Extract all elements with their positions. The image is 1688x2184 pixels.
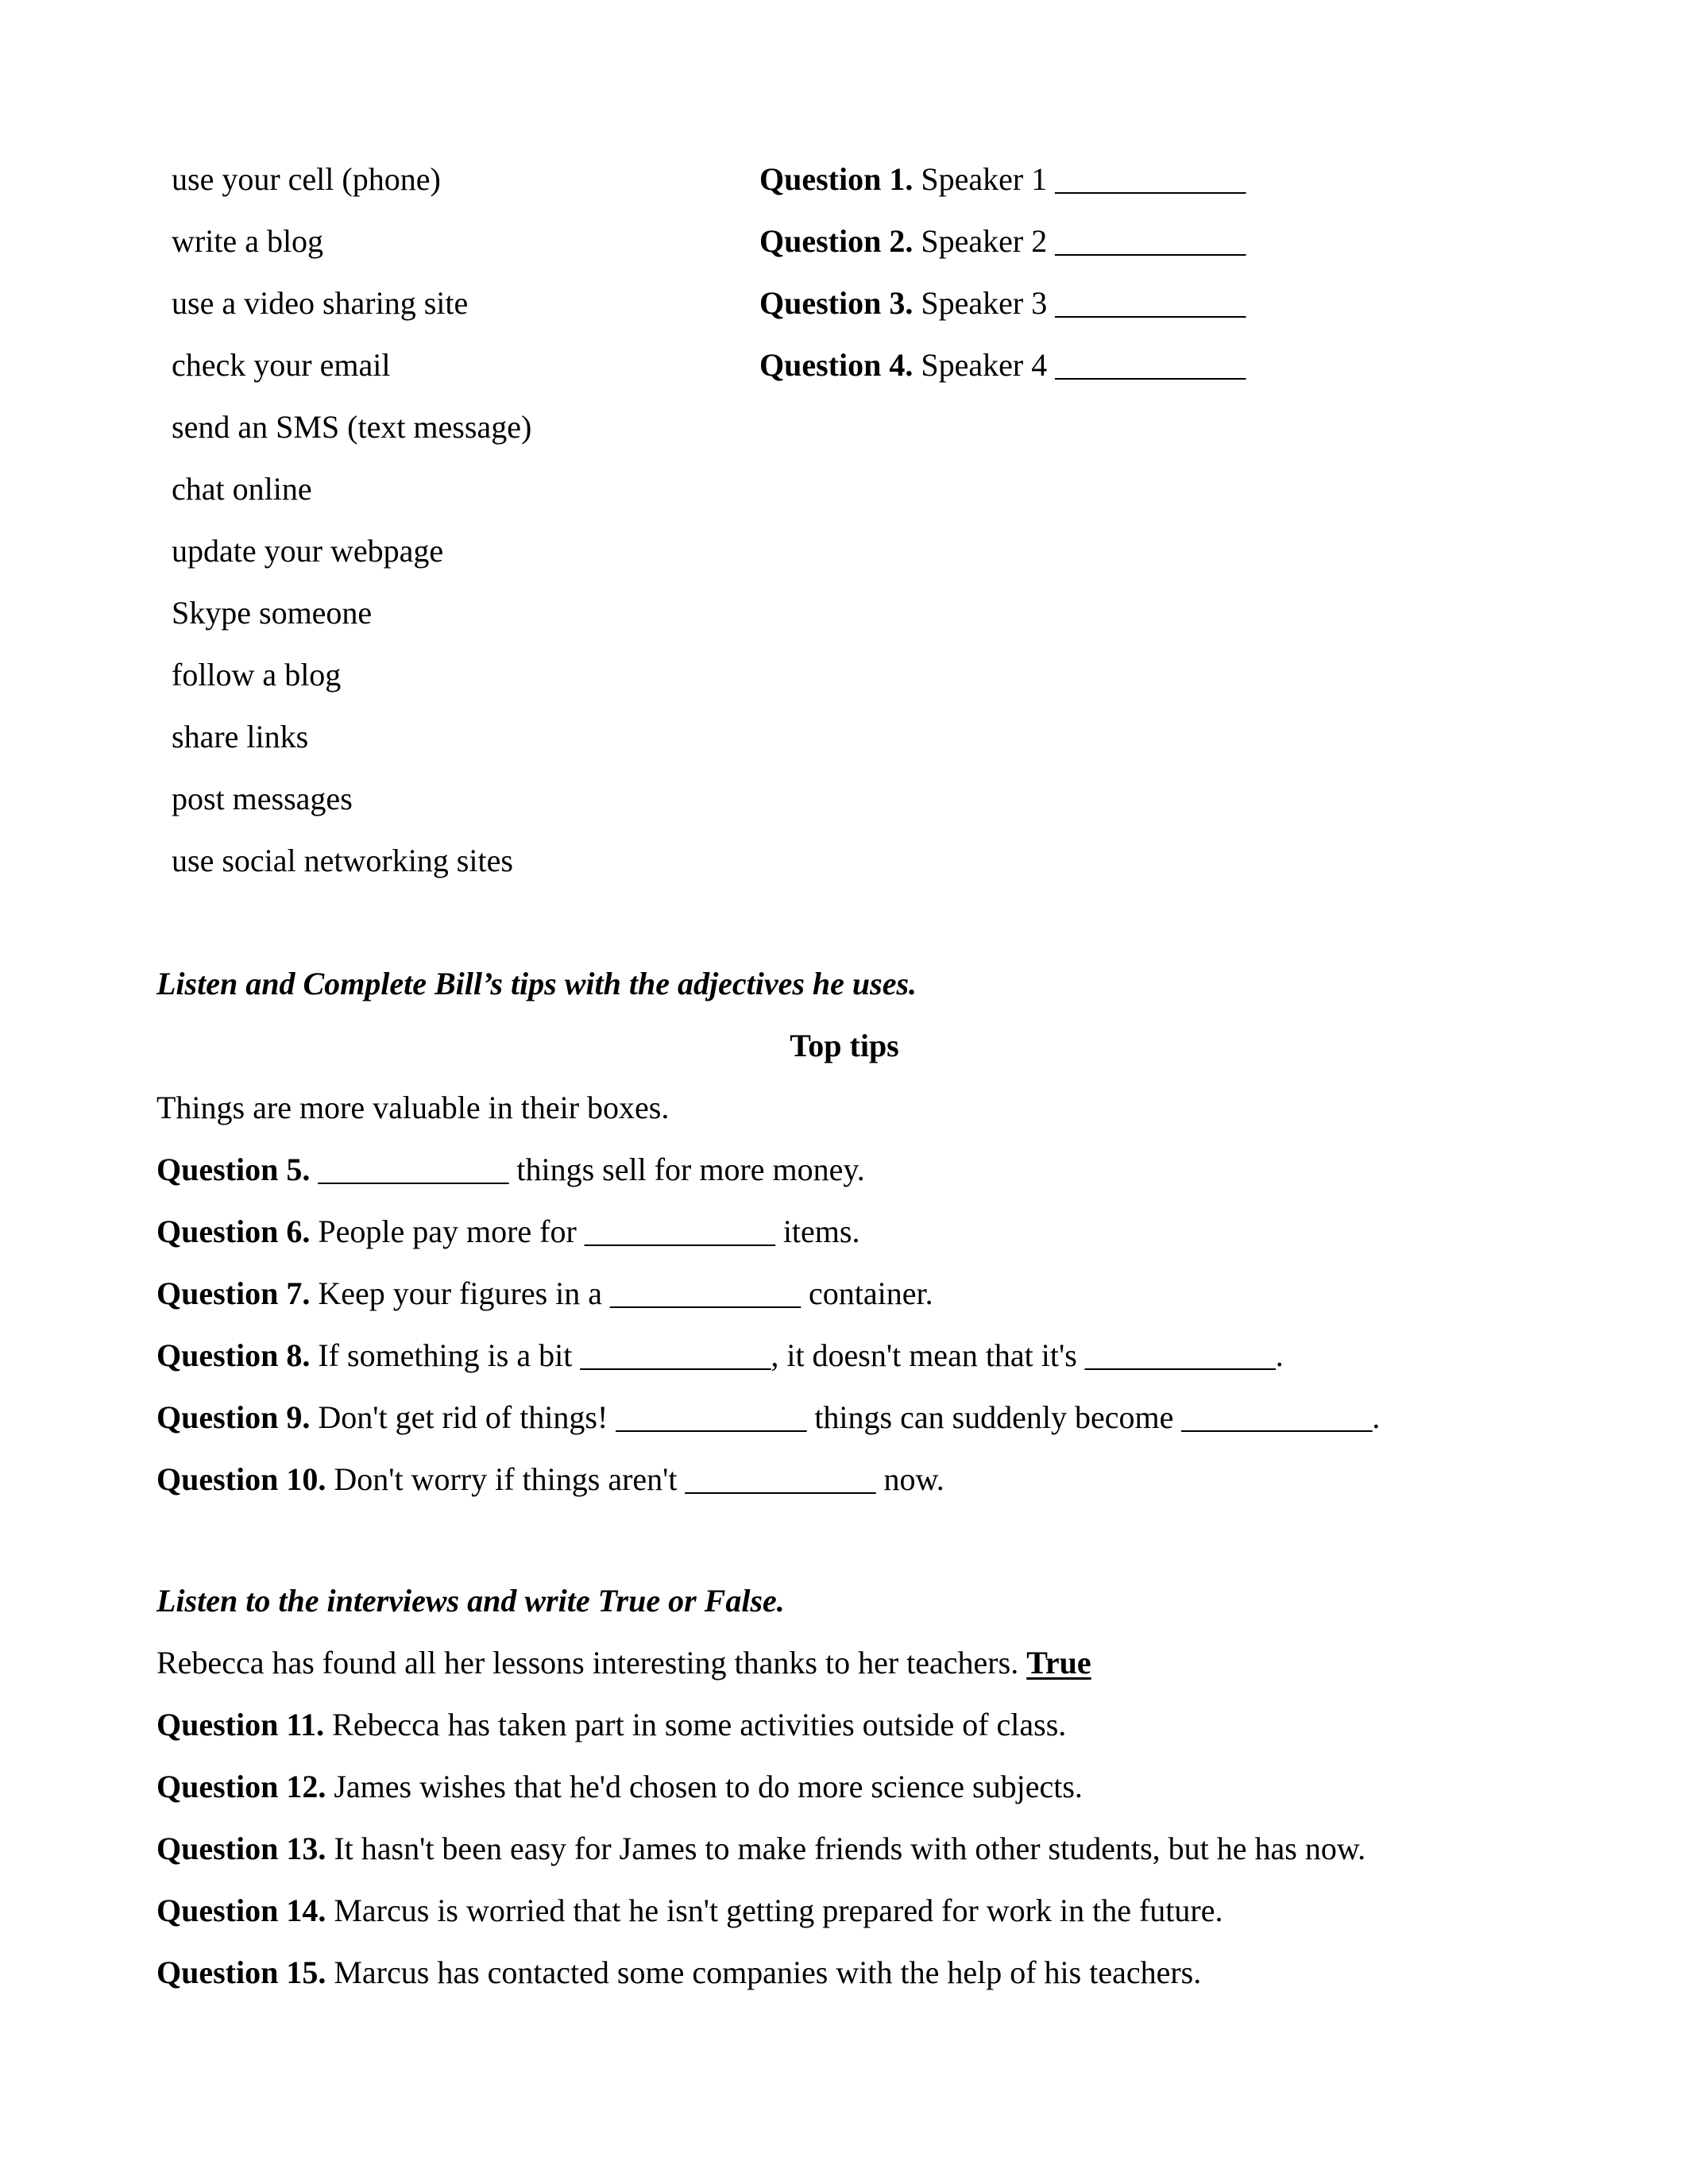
- question-8: [156, 1325, 1532, 1387]
- question-11: [156, 1694, 1532, 1756]
- question-text: now.: [875, 1461, 944, 1497]
- question-text: People pay more for: [318, 1214, 585, 1249]
- answer-blank[interactable]: ____________: [580, 1337, 771, 1373]
- question-4: [759, 334, 1246, 396]
- section-instruction: Listen and Complete Bill’s tips with the adjectives he uses.: [156, 966, 917, 1001]
- question-text: Marcus has contacted some companies with the help of his teachers.: [334, 1954, 1202, 1990]
- question-text: Rebecca has taken part in some activities outside of class.: [332, 1707, 1067, 1742]
- question-text: It hasn't been easy for James to make friends with other students, but he has now.: [334, 1831, 1366, 1866]
- question-text: Don't get rid of things!: [318, 1399, 616, 1435]
- vocabulary-item: write a blog: [172, 223, 324, 259]
- question-text: Speaker 1: [921, 161, 1048, 197]
- question-text: If something is a bit: [318, 1337, 581, 1373]
- example-text: Rebecca has found all her lessons interesting thanks to her teachers.: [156, 1645, 1019, 1680]
- question-text: container.: [801, 1275, 933, 1311]
- answer-blank[interactable]: ____________: [1055, 161, 1246, 197]
- question-label: Question 9.: [156, 1399, 311, 1435]
- question-5: [156, 1139, 1532, 1201]
- question-label: Question 3.: [759, 285, 914, 321]
- question-text: things can suddenly become: [806, 1399, 1182, 1435]
- question-2: [759, 210, 1246, 272]
- answer-blank[interactable]: ____________: [616, 1399, 807, 1435]
- vocabulary-item: chat online: [172, 471, 312, 507]
- vocabulary-item: follow a blog: [172, 657, 342, 693]
- question-label: Question 1.: [759, 161, 914, 197]
- answer-blank[interactable]: ____________: [1055, 347, 1246, 383]
- example-sentence: Things are more valuable in their boxes.: [156, 1090, 670, 1125]
- question-text: Speaker 4: [921, 347, 1048, 383]
- speaker-questions: [759, 149, 1246, 396]
- question-text: James wishes that he'd chosen to do more science subjects.: [334, 1769, 1083, 1804]
- section-instruction: Listen to the interviews and write True or False.: [156, 1583, 785, 1619]
- question-13: [156, 1818, 1532, 1880]
- question-label: Question 5.: [156, 1152, 311, 1187]
- vocabulary-item: use social networking sites: [172, 843, 513, 878]
- example-answer: True: [1026, 1645, 1091, 1680]
- question-label: Question 4.: [759, 347, 914, 383]
- question-label: Question 7.: [156, 1275, 311, 1311]
- true-false-section: [156, 1570, 1532, 2004]
- question-label: Question 14.: [156, 1893, 326, 1928]
- question-7: [156, 1263, 1532, 1325]
- question-text: , it doesn't mean that it's: [771, 1337, 1085, 1373]
- question-9: [156, 1387, 1532, 1449]
- question-label: Question 2.: [759, 223, 914, 259]
- question-15: [156, 1942, 1532, 2004]
- question-1: [759, 149, 1246, 210]
- vocabulary-item: share links: [172, 719, 309, 754]
- answer-blank[interactable]: ____________: [1055, 223, 1246, 259]
- adjectives-section: [156, 953, 1532, 1511]
- answer-blank[interactable]: ____________: [610, 1275, 802, 1311]
- question-label: Question 10.: [156, 1461, 326, 1497]
- question-text: Speaker 3: [921, 285, 1048, 321]
- question-text: Keep your figures in a: [318, 1275, 611, 1311]
- question-label: Question 11.: [156, 1707, 325, 1742]
- vocabulary-item: update your webpage: [172, 533, 444, 569]
- question-text: Don't worry if things aren't: [334, 1461, 686, 1497]
- vocabulary-item: use your cell (phone): [172, 161, 441, 197]
- question-label: Question 13.: [156, 1831, 326, 1866]
- answer-blank[interactable]: ____________: [1181, 1399, 1373, 1435]
- vocabulary-item: Skype someone: [172, 595, 373, 631]
- answer-blank[interactable]: ____________: [685, 1461, 876, 1497]
- question-10: [156, 1449, 1532, 1511]
- question-3: [759, 272, 1246, 334]
- vocabulary-item: send an SMS (text message): [172, 409, 532, 445]
- answer-blank[interactable]: ____________: [1084, 1337, 1276, 1373]
- question-text: items.: [774, 1214, 860, 1249]
- vocabulary-item: check your email: [172, 347, 391, 383]
- section-title: Top tips: [790, 1028, 899, 1063]
- vocabulary-item: post messages: [172, 781, 353, 816]
- question-text: things sell for more money.: [508, 1152, 865, 1187]
- question-6: [156, 1201, 1532, 1263]
- question-text: Marcus is worried that he isn't getting prepared for work in the future.: [334, 1893, 1223, 1928]
- answer-blank[interactable]: ____________: [1055, 285, 1246, 321]
- question-label: Question 8.: [156, 1337, 311, 1373]
- vocabulary-item: use a video sharing site: [172, 285, 469, 321]
- question-12: [156, 1756, 1532, 1818]
- vocabulary-list: [172, 149, 531, 892]
- question-14: [156, 1880, 1532, 1942]
- question-text: Speaker 2: [921, 223, 1048, 259]
- answer-blank[interactable]: ____________: [584, 1214, 775, 1249]
- question-text: .: [1275, 1337, 1284, 1373]
- answer-blank[interactable]: ____________: [318, 1152, 509, 1187]
- question-label: Question 15.: [156, 1954, 326, 1990]
- question-label: Question 12.: [156, 1769, 326, 1804]
- question-text: .: [1372, 1399, 1381, 1435]
- example-sentence: [156, 1632, 1532, 1694]
- question-label: Question 6.: [156, 1214, 311, 1249]
